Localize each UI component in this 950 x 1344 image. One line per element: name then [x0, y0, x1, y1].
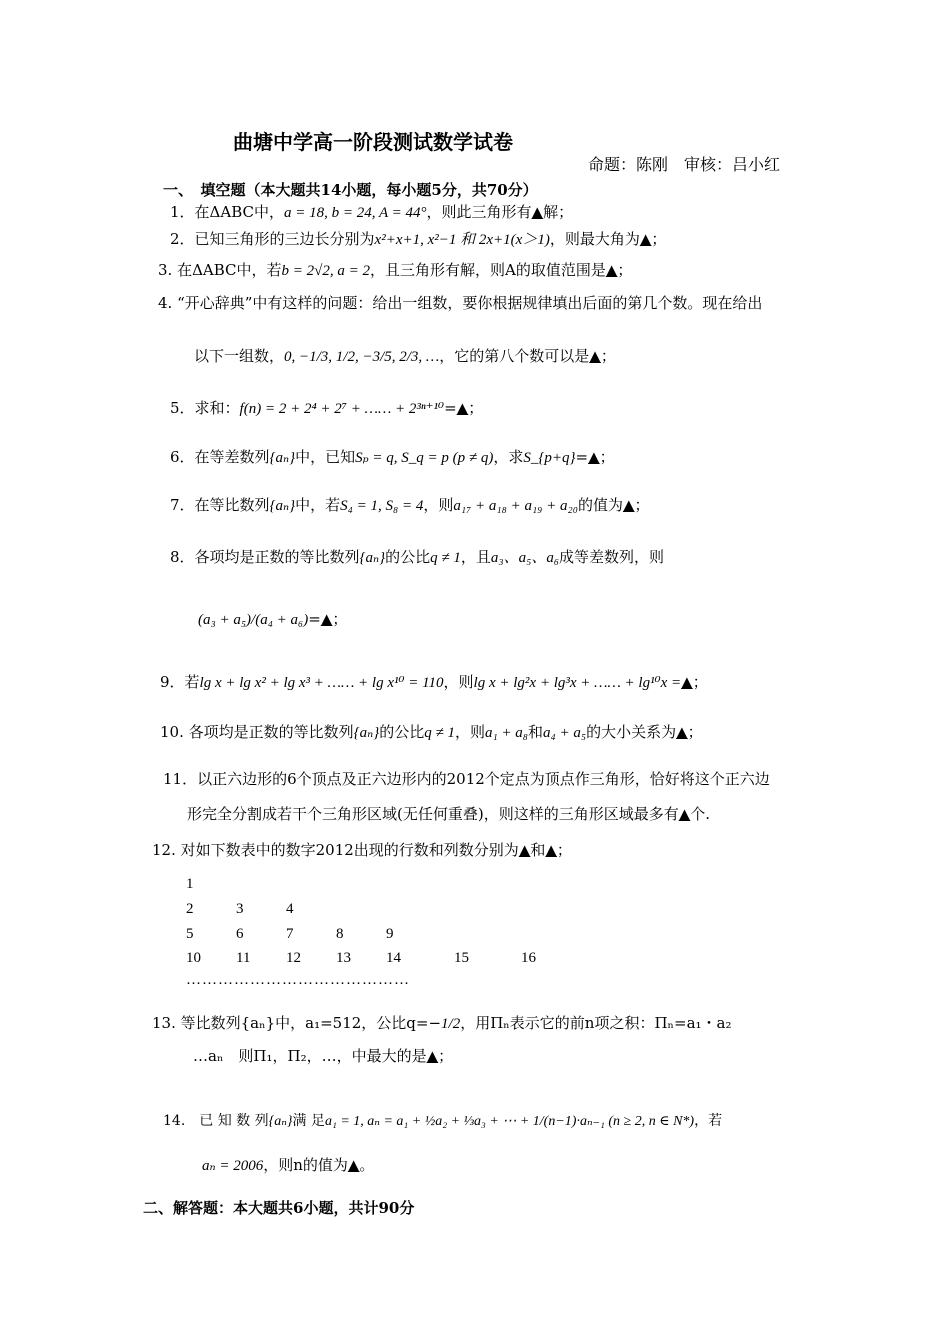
answer-blank: ▲ [676, 723, 688, 741]
answer-blank: ▲ [426, 1047, 439, 1065]
question-3: 3. 在ΔABC中，若b = 2√2, a = 2，且三角形有解，则A的取值范围是▲； [158, 261, 633, 279]
answer-blank: ▲ [589, 347, 601, 365]
question-7: 7．在等比数列{aₙ}中，若S₄ = 1, S₈ = 4，则a₁₇ + a₁₈ + a₁₉ + a₂₀的值为▲； [170, 496, 650, 514]
answer-blank: ▲ [545, 841, 557, 859]
table-cell: 10 [186, 950, 201, 966]
question-4-line2: 以下一组数，0, −1/3, 1/2, −3/5, 2/3, …，它的第八个数可以是▲； [194, 347, 616, 365]
question-11-line2: 形完全分割成若干个三角形区域(无任何重叠)，则这样的三角形区域最多有▲个. [187, 805, 711, 823]
question-14-line2: aₙ = 2006，则n的值为▲。 [202, 1156, 375, 1174]
question-11-line1: 11．以正六边形的6个顶点及正六边形内的2012个定点为顶点作三角形，恰好将这个正六边 [163, 770, 770, 788]
table-cell: 13 [336, 950, 351, 966]
question-6: 6．在等差数列{aₙ}中，已知Sₚ = q, S_q = p (p ≠ q)，求S_{p+q}=▲； [170, 448, 615, 466]
answer-blank: ▲ [681, 673, 693, 691]
page-title: 曲塘中学高一阶段测试数学试卷 [233, 130, 513, 154]
question-13: 13. 等比数列{aₙ}中，a₁=512，公比q=−1/2，用Πₙ表示它的前n项之积：Πₙ=a₁・a₂ [152, 1014, 732, 1032]
answer-blank: ▲ [320, 610, 333, 628]
question-8-fraction: (a₃ + a₅)/(a₄ + a₆)=▲； [198, 610, 348, 628]
question-9: 9．若lg x + lg x² + lg x³ + …… + lg x¹⁰ = 110，则lg x + lg²x + lg³x + …… + lg¹⁰x =▲； [160, 673, 708, 691]
table-cell: 4 [286, 901, 294, 917]
table-cell: 7 [286, 926, 294, 942]
table-ellipsis: …………………………………… [186, 972, 410, 988]
section1-heading: 一、 填空题（本大题共14小题，每小题5分，共70分） [163, 181, 538, 199]
question-8: 8．各项均是正数的等比数列{aₙ}的公比q ≠ 1，且a₃、a₅、a₆成等差数列，则 [170, 548, 665, 566]
table-cell: 3 [236, 901, 244, 917]
table-cell: 2 [186, 901, 194, 917]
question-12: 12. 对如下数表中的数字2012出现的行数和列数分别为▲和▲； [152, 841, 572, 859]
byline: 命题：陈刚 审核：吕小红 [588, 155, 781, 174]
table-cell: 9 [386, 926, 394, 942]
table-cell: 14 [386, 950, 401, 966]
question-14: 14. 已 知 数 列{aₙ}满 足a₁ = 1, aₙ = a₁ + ½a₂ + ⅓a₃ + ⋯ + 1/(n−1)·aₙ₋₁ (n ≥ 2, n ∈ N*)，若 [163, 1113, 723, 1129]
question-5: 5．求和：f(n) = 2 + 2⁴ + 2⁷ + …… + 2³ⁿ⁺¹⁰=▲； [170, 399, 484, 417]
answer-blank: ▲ [456, 399, 469, 417]
question-13-line2: …aₙ 则Π₁，Π₂，…，中最大的是▲； [193, 1047, 454, 1065]
answer-blank: ▲ [347, 1156, 360, 1174]
answer-blank: ▲ [531, 203, 544, 221]
answer-blank: ▲ [639, 230, 652, 248]
question-10: 10. 各项均是正数的等比数列{aₙ}的公比q ≠ 1，则a₁ + a₈和a₄ + a₅的大小关系为▲； [160, 723, 703, 741]
table-cell: 8 [336, 926, 344, 942]
answer-blank: ▲ [518, 841, 531, 859]
answer-blank: ▲ [605, 261, 618, 279]
table-cell: 11 [236, 950, 251, 966]
table-cell: 5 [186, 926, 194, 942]
section2-heading: 二、解答题：本大题共6小题，共计90分 [143, 1199, 415, 1217]
question-2: 2．已知三角形的三边长分别为x²+x+1, x²−1 和 2x+1(x＞1)，则最大角为▲； [170, 230, 667, 248]
table-cell: 12 [286, 950, 301, 966]
table-cell: 16 [521, 950, 536, 966]
question-1: 1．在ΔABC中，a = 18, b = 24, A = 44°，则此三角形有▲解； [170, 203, 574, 221]
table-cell: 6 [236, 926, 244, 942]
question-4-line1: 4. “开心辞典”中有这样的问题：给出一组数，要你根据规律填出后面的第几个数。现在给出 [158, 294, 763, 312]
answer-blank: ▲ [588, 448, 600, 466]
answer-blank: ▲ [678, 805, 691, 823]
table-cell: 1 [186, 876, 194, 892]
table-cell: 15 [454, 950, 469, 966]
answer-blank: ▲ [622, 496, 635, 514]
